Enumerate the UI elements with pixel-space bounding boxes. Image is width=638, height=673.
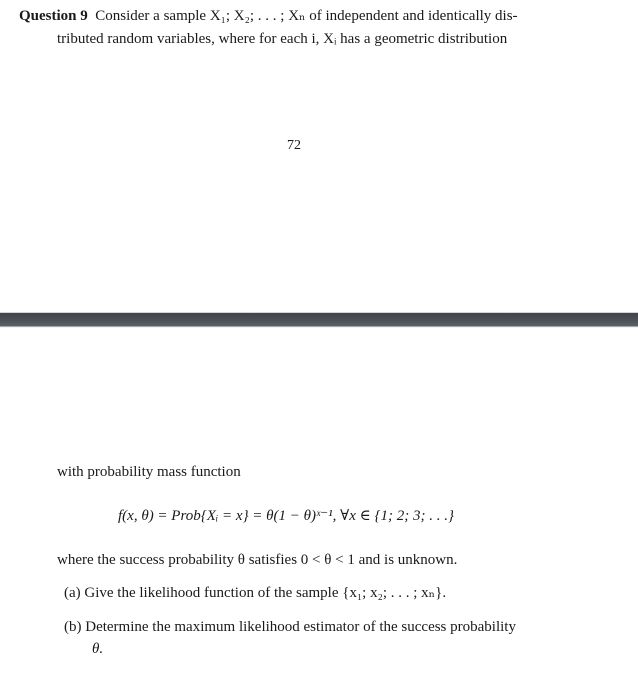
- question-line-1: [19, 6, 518, 26]
- page-number: 72: [287, 138, 301, 153]
- question-text-line-2: tributed random variables, where for each i, Xᵢ has a geometric distribution: [57, 31, 508, 47]
- part-b-question-continued: θ.: [92, 641, 104, 657]
- question-text-line-1: Consider a sample X₁; X₂; . . . ; Xₙ of independent and identically dis-: [95, 8, 518, 24]
- part-a-question: (a) Give the likelihood function of the sample {x₁; x₂; . . . ; xₙ}.: [64, 585, 447, 601]
- condition-text: where the success probability θ satisfies 0 < θ < 1 and is unknown.: [57, 552, 458, 568]
- document-page-top: [0, 0, 638, 312]
- pmf-formula: f(x, θ) = Prob{Xᵢ = x} = θ(1 − θ)ˣ⁻¹, ∀x ∈ {1; 2; 3; . . .}: [118, 508, 454, 524]
- question-label: Question 9: [19, 8, 88, 24]
- part-b-question: (b) Determine the maximum likelihood estimator of the success probability: [64, 619, 516, 635]
- page-break-divider: [0, 312, 638, 328]
- pmf-intro-text: with probability mass function: [57, 464, 241, 480]
- document-page-bottom: [0, 328, 638, 673]
